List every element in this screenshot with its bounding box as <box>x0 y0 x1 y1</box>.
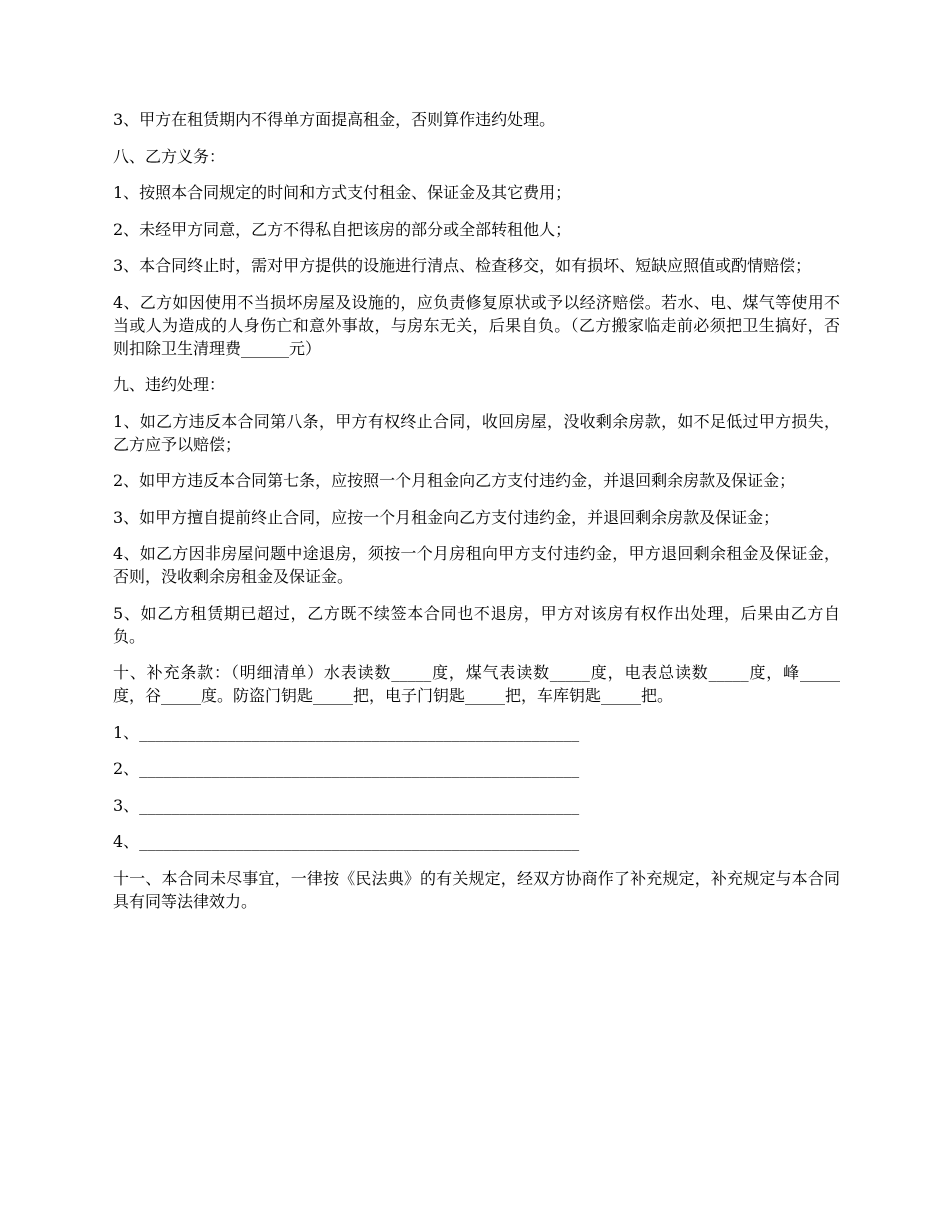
clause-8-4: 4、乙方如因使用不当损坏房屋及设施的，应负责修复原状或予以经济赔偿。若水、电、煤气等使用不当或人为造成的人身伤亡和意外事故，与房东无关，后果自负。（乙方搬家临走前必须把卫生搞好，否则扣除卫生清理费______元） <box>113 292 840 358</box>
section-8-heading: 八、乙方义务： <box>113 146 226 166</box>
document-page <box>113 108 840 926</box>
section-9-heading: 九、违约处理： <box>113 375 226 394</box>
blank-line-2: 2、_______________________________________________________ <box>113 759 580 778</box>
clause-8-2: 2、未经甲方同意，乙方不得私自把该房的部分或全部转租他人； <box>113 219 572 239</box>
clause-7-3: 3、甲方在租赁期内不得单方面提高租金，否则算作违约处理。 <box>113 110 556 129</box>
blank-line-1: 1、_______________________________________________________ <box>113 722 580 742</box>
section-11-closing: 十一、本合同未尽事宜，一律按《民法典》的有关规定，经双方协商作了补充规定，补充规定与本合同具有同等法律效力。 <box>113 868 840 911</box>
clause-9-4: 4、如乙方因非房屋问题中途退房，须按一个月房租向甲方支付违约金，甲方退回剩余租金及保证金，否则，没收剩余房租金及保证金。 <box>113 544 840 586</box>
clause-8-1: 1、按照本合同规定的时间和方式支付租金、保证金及其它费用； <box>113 183 572 202</box>
section-10-supplementary: 十、补充条款：（明细清单）水表读数_____度，煤气表读数_____度，电表总读数_____度，峰_____度，谷_____度。防盗门钥匙_____把，电子门钥匙_____把，车库钥匙_____把。 <box>113 663 840 705</box>
clause-9-5: 5、如乙方租赁期已超过，乙方既不续签本合同也不退房，甲方对该房有权作出处理，后果由乙方自负。 <box>113 603 840 646</box>
blank-line-4: 4、_______________________________________________________ <box>113 832 580 851</box>
clause-8-3: 3、本合同终止时，需对甲方提供的设施进行清点、检查移交，如有损坏、短缺应照值或酌情赔偿； <box>113 256 812 275</box>
blank-line-3: 3、_______________________________________________________ <box>113 795 580 815</box>
clause-9-3: 3、如甲方擅自提前终止合同，应按一个月租金向乙方支付违约金，并退回剩余房款及保证金； <box>113 507 780 527</box>
clause-9-2: 2、如甲方违反本合同第七条，应按照一个月租金向乙方支付违约金，并退回剩余房款及保证金； <box>113 471 796 490</box>
clause-9-1: 1、如乙方违反本合同第八条，甲方有权终止合同，收回房屋，没收剩余房款，如不足低过甲方损失，乙方应予以赔偿； <box>113 411 840 454</box>
